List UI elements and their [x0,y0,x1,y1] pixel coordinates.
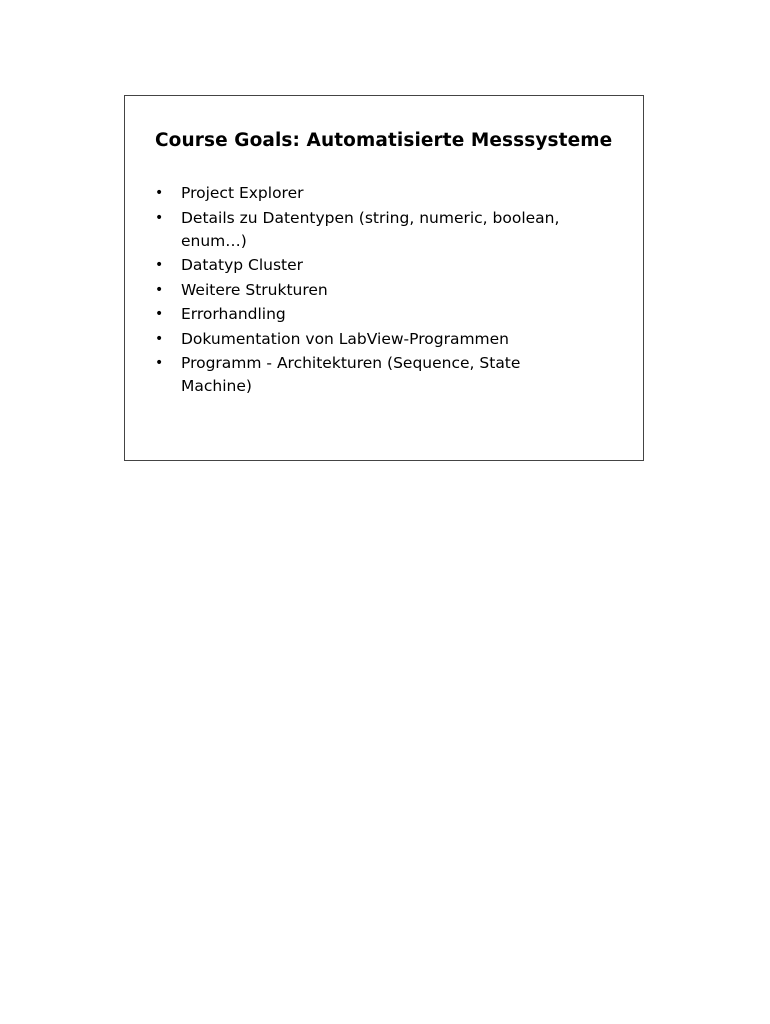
bullet-icon: • [155,330,164,347]
list-item-text: Details zu Datentypen (string, numeric, boolean, enum…) [181,208,560,250]
list-item-text: Errorhandling [181,305,286,323]
bullet-icon: • [155,185,164,201]
list-item-text: Project Explorer [181,184,304,202]
list-item-text: Datatyp Cluster [181,256,304,274]
list-item-text: Dokumentation von LabView-Programmen [181,329,510,348]
list-item [155,279,585,302]
bullet-list [155,182,585,400]
bullet-icon: • [155,281,164,298]
bullet-icon: • [155,355,164,371]
bullet-icon: • [155,306,164,322]
list-item-text: Programm - Architekturen (Sequence, State Machine) [181,354,521,395]
list-item [155,328,585,351]
slide-frame [124,95,644,461]
slide-title: Course Goals: Automatisierte Messsysteme [155,130,613,151]
list-item [155,182,585,205]
bullet-icon: • [155,209,164,226]
bullet-icon: • [155,257,164,273]
list-item [155,303,585,326]
list-item [155,254,585,277]
list-item-text: Weitere Strukturen [181,280,328,299]
list-item [155,207,585,253]
list-item [155,352,585,398]
